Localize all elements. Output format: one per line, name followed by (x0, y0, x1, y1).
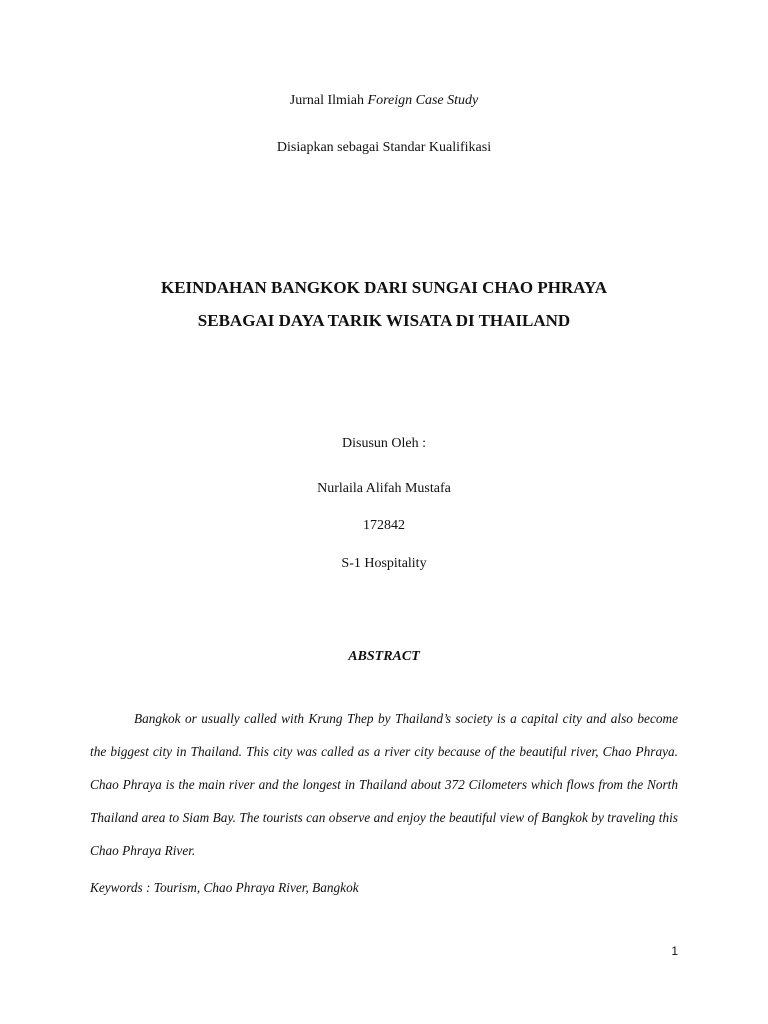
abstract-body: Bangkok or usually called with Krung Thep by Thailand’s society is a capital city and also become the biggest city in Thailand. This city was called as a river city because of the beautiful river, Chao Phraya. Chao Phraya is the main river and the longest in Thailand about 372 Cilometers which flows from the North Thailand area to Siam Bay. The tourists can observe and enjoy the beautiful view of Bangkok by traveling this Chao Phraya River. (90, 711, 678, 858)
title-line-2: SEBAGAI DAYA TARIK WISATA DI THAILAND (197, 311, 571, 330)
author-name: Nurlaila Alifah Mustafa (317, 481, 451, 496)
title-line-1: KEINDAHAN BANGKOK DARI SUNGAI CHAO PHRAYA (161, 278, 607, 297)
keywords-line: Keywords : Tourism, Chao Phraya River, Bangkok (90, 880, 359, 895)
study-program: S-1 Hospitality (341, 556, 427, 571)
prepared-for-line: Disiapkan sebagai Standar Kualifikasi (276, 140, 492, 155)
abstract-heading: ABSTRACT (348, 649, 420, 664)
journal-prefix: Jurnal Ilmiah (289, 93, 368, 108)
journal-type: Foreign Case Study (367, 93, 479, 108)
student-id: 172842 (363, 518, 405, 533)
author-label: Disusun Oleh : (342, 436, 426, 451)
page-number: 1 (671, 944, 678, 958)
journal-line (0, 92, 768, 110)
